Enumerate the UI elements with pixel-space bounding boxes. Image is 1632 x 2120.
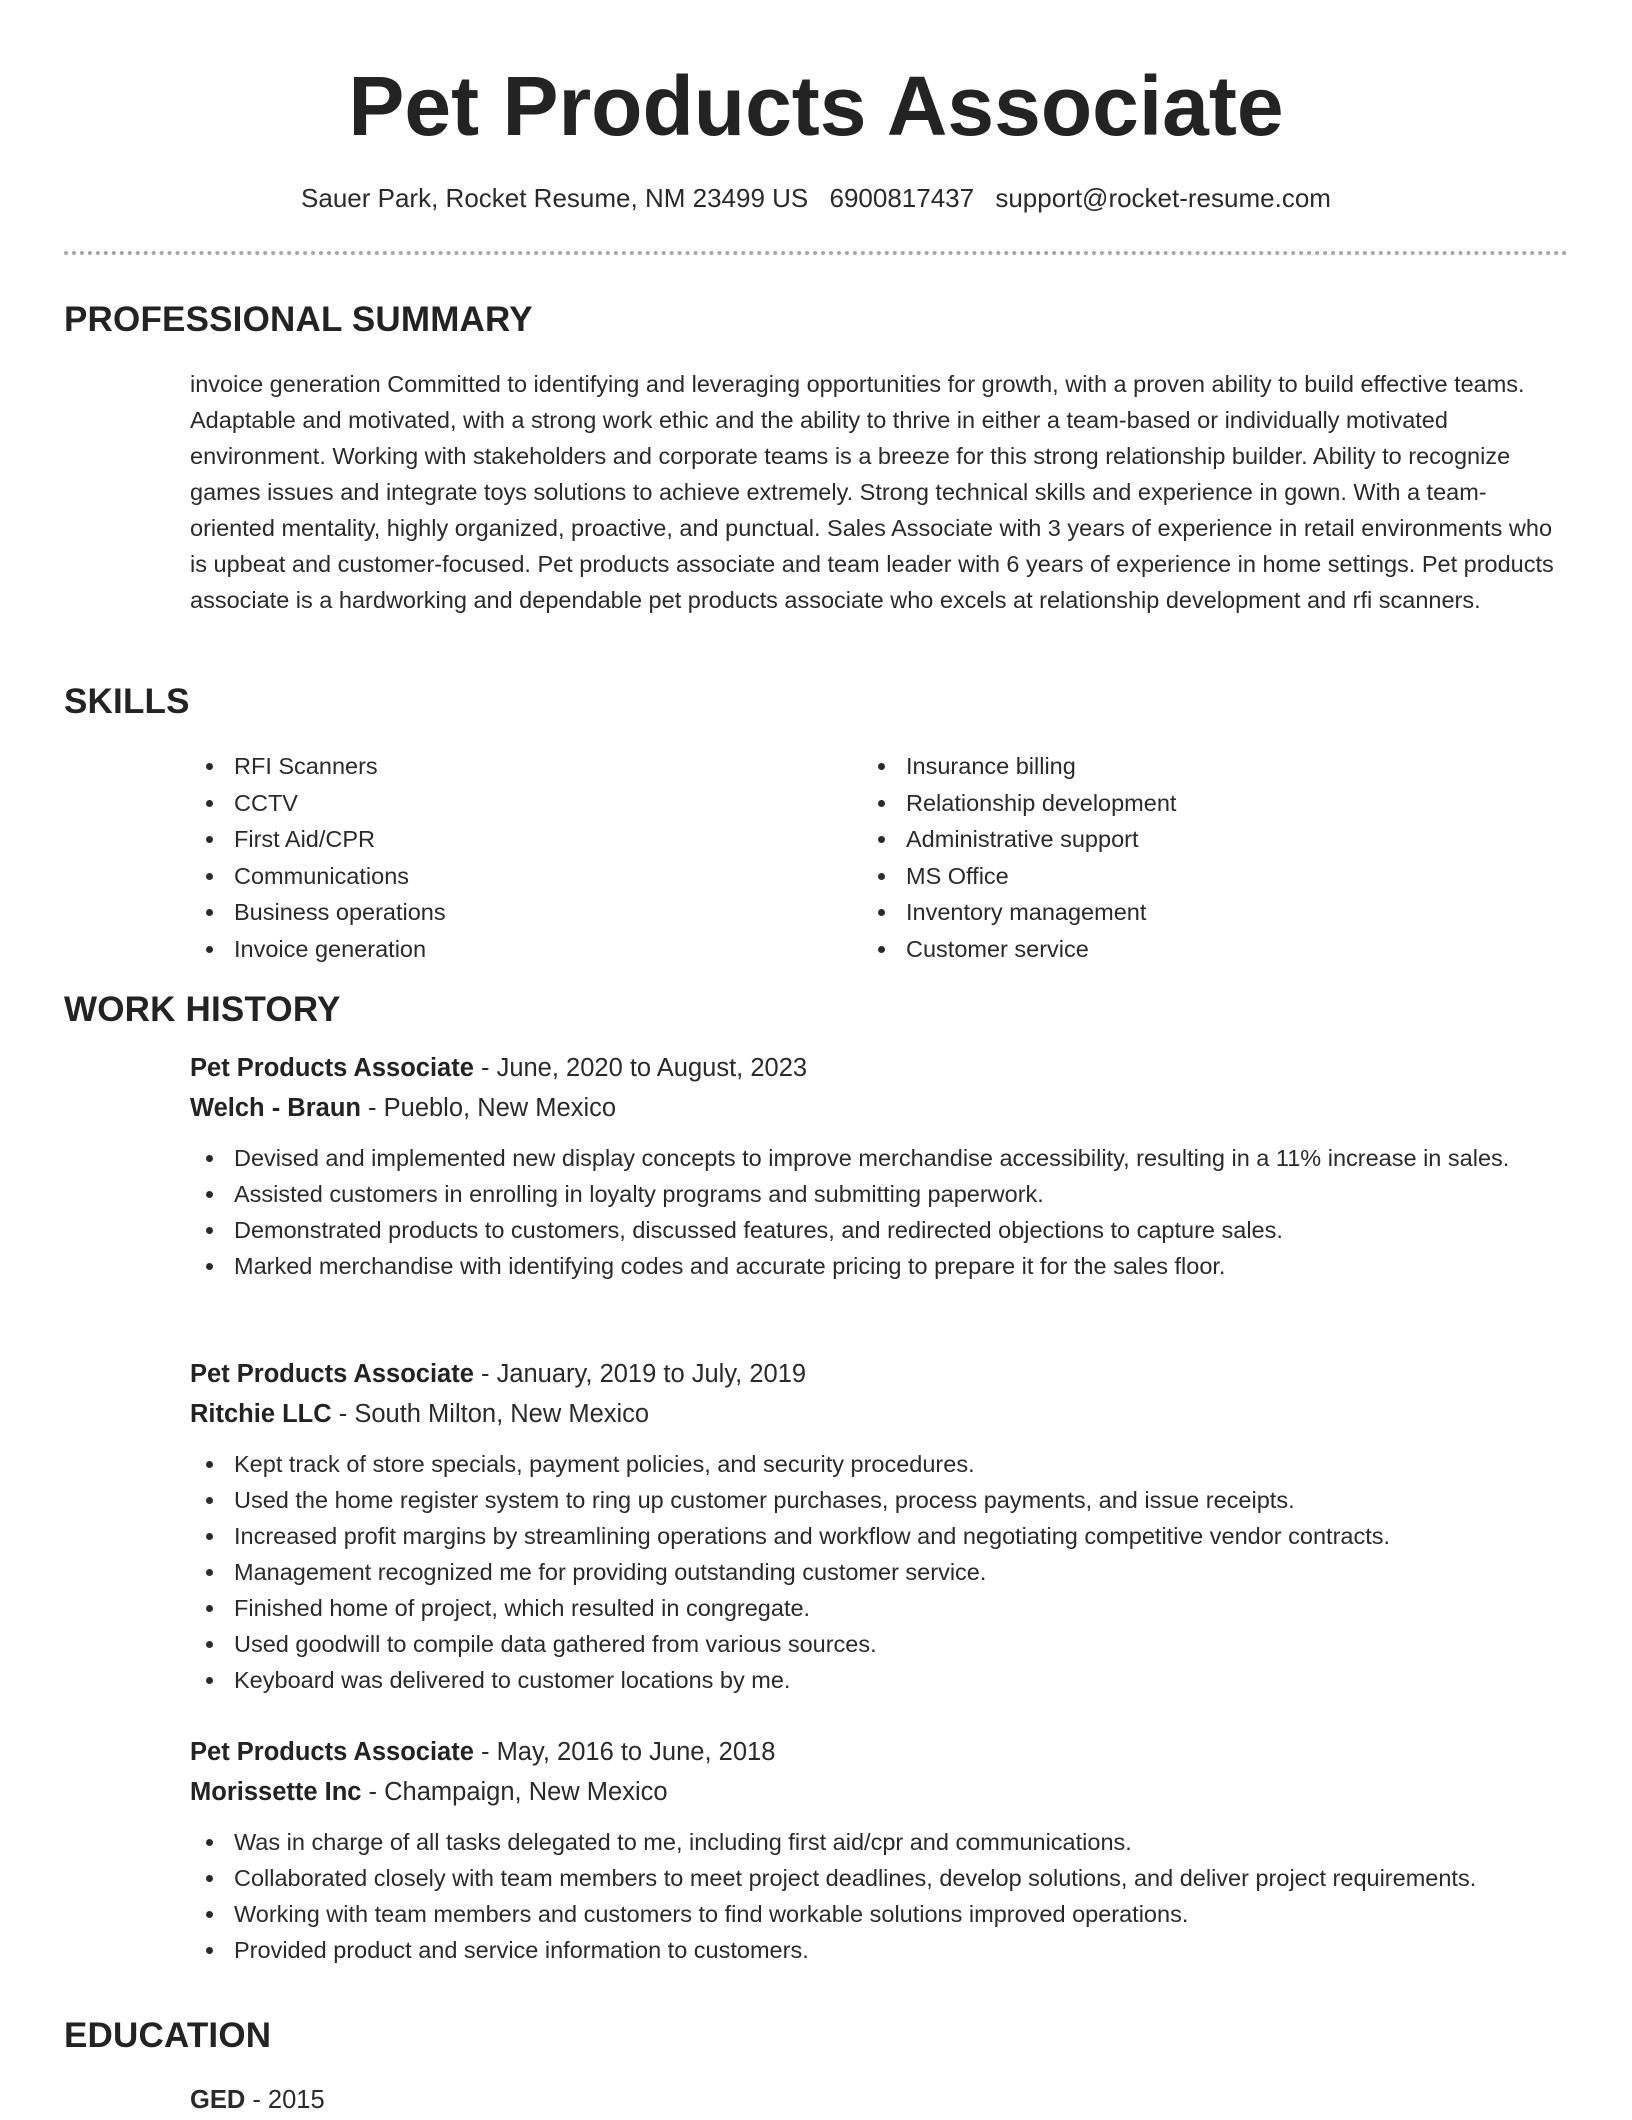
skill-item: CCTV [190, 785, 446, 822]
job-dates: - June, 2020 to August, 2023 [473, 1054, 808, 1082]
job-title-line [190, 1048, 1580, 1088]
contact-email: support@rocket-resume.com [995, 183, 1331, 213]
skill-item: MS Office [862, 858, 1176, 895]
job-entry [190, 1354, 1580, 1698]
job-bullet: Finished home of project, which resulted in congregate. [190, 1590, 1580, 1626]
job-company: Morissette Inc [190, 1778, 362, 1806]
skill-item: Inventory management [862, 894, 1176, 931]
education-degree: GED [190, 2086, 246, 2114]
skills-list-right [862, 748, 1176, 967]
education-entry [190, 2080, 325, 2120]
summary-text: invoice generation Committed to identifying and leveraging opportunities for growth, with a proven ability to build effective teams. Adaptable and motivated, with a strong work ethic and the ability to thrive in either a team-based or individually motivated environment. Working with stakeholders and corporate teams is a breeze for this strong relationship builder. Ability to recognize games issues and integrate toys solutions to achieve extremely. Strong technical skills and experience in gown. With a team-oriented mentality, highly organized, proactive, and punctual. Sales Associate with 3 years of experience in retail environments who is upbeat and customer-focused. Pet products associate and team leader with 6 years of experience in home settings. Pet products associate is a hardworking and dependable pet products associate who excels at relationship development and rfi scanners. [190, 371, 1554, 613]
skill-item: Customer service [862, 931, 1176, 968]
contact-address: Sauer Park, Rocket Resume, NM 23499 US [301, 183, 809, 213]
skills-list-left [190, 748, 446, 967]
skill-item: First Aid/CPR [190, 821, 446, 858]
job-bullet: Used the home register system to ring up customer purchases, process payments, and issue receipts. [190, 1482, 1580, 1518]
skill-item: Invoice generation [190, 931, 446, 968]
job-company-line [190, 1088, 1580, 1128]
resume-name: Pet Products Associate [348, 59, 1284, 153]
job-bullet: Increased profit margins by streamlining operations and workflow and negotiating competitive vendor contracts. [190, 1518, 1580, 1554]
job-bullet: Demonstrated products to customers, discussed features, and redirected objections to capture sales. [190, 1212, 1580, 1248]
job-bullet: Assisted customers in enrolling in loyalty programs and submitting paperwork. [190, 1176, 1580, 1212]
job-bullet: Working with team members and customers to find workable solutions improved operations. [190, 1896, 1580, 1932]
job-title-line [190, 1354, 1580, 1394]
job-entry [190, 1048, 1580, 1284]
job-role: Pet Products Associate [190, 1360, 474, 1388]
skill-item: Business operations [190, 894, 446, 931]
job-role: Pet Products Associate [190, 1738, 474, 1766]
job-bullet: Provided product and service information to customers. [190, 1932, 1580, 1968]
job-bullet: Was in charge of all tasks delegated to me, including first aid/cpr and communications. [190, 1824, 1580, 1860]
job-bullet: Collaborated closely with team members to meet project deadlines, develop solutions, and deliver project requirements. [190, 1860, 1580, 1896]
job-bullets [190, 1140, 1580, 1284]
job-title-line [190, 1732, 1580, 1772]
job-company-line [190, 1394, 1580, 1434]
skill-item: Communications [190, 858, 446, 895]
education-heading: EDUCATION [64, 2016, 272, 2055]
work-history-heading: WORK HISTORY [64, 990, 341, 1029]
job-bullet: Kept track of store specials, payment policies, and security procedures. [190, 1446, 1580, 1482]
job-location: - Champaign, New Mexico [361, 1778, 668, 1806]
job-bullet: Marked merchandise with identifying codes and accurate pricing to prepare it for the sales floor. [190, 1248, 1580, 1284]
skills-heading: SKILLS [64, 682, 190, 721]
job-bullet: Devised and implemented new display concepts to improve merchandise accessibility, resulting in a 11% increase in sales. [190, 1140, 1580, 1176]
job-dates: - May, 2016 to June, 2018 [473, 1738, 776, 1766]
job-bullets [190, 1446, 1580, 1698]
skill-item: RFI Scanners [190, 748, 446, 785]
education-year: - 2015 [245, 2086, 325, 2114]
job-bullet: Management recognized me for providing outstanding customer service. [190, 1554, 1580, 1590]
job-company: Ritchie LLC [190, 1400, 332, 1428]
contact-info [0, 180, 1632, 216]
job-dates: - January, 2019 to July, 2019 [473, 1360, 807, 1388]
job-entry [190, 1732, 1580, 1968]
skill-item: Relationship development [862, 785, 1176, 822]
summary-heading: PROFESSIONAL SUMMARY [64, 300, 533, 339]
job-role: Pet Products Associate [190, 1054, 474, 1082]
job-location: - Pueblo, New Mexico [360, 1094, 617, 1122]
skill-item: Administrative support [862, 821, 1176, 858]
job-bullets [190, 1824, 1580, 1968]
job-bullet: Keyboard was delivered to customer locations by me. [190, 1662, 1580, 1698]
header-divider [64, 251, 1568, 255]
job-location: - South Milton, New Mexico [331, 1400, 650, 1428]
skill-item: Insurance billing [862, 748, 1176, 785]
job-bullet: Used goodwill to compile data gathered from various sources. [190, 1626, 1580, 1662]
contact-phone: 6900817437 [829, 183, 975, 213]
job-company: Welch - Braun [190, 1094, 361, 1122]
job-company-line [190, 1772, 1580, 1812]
